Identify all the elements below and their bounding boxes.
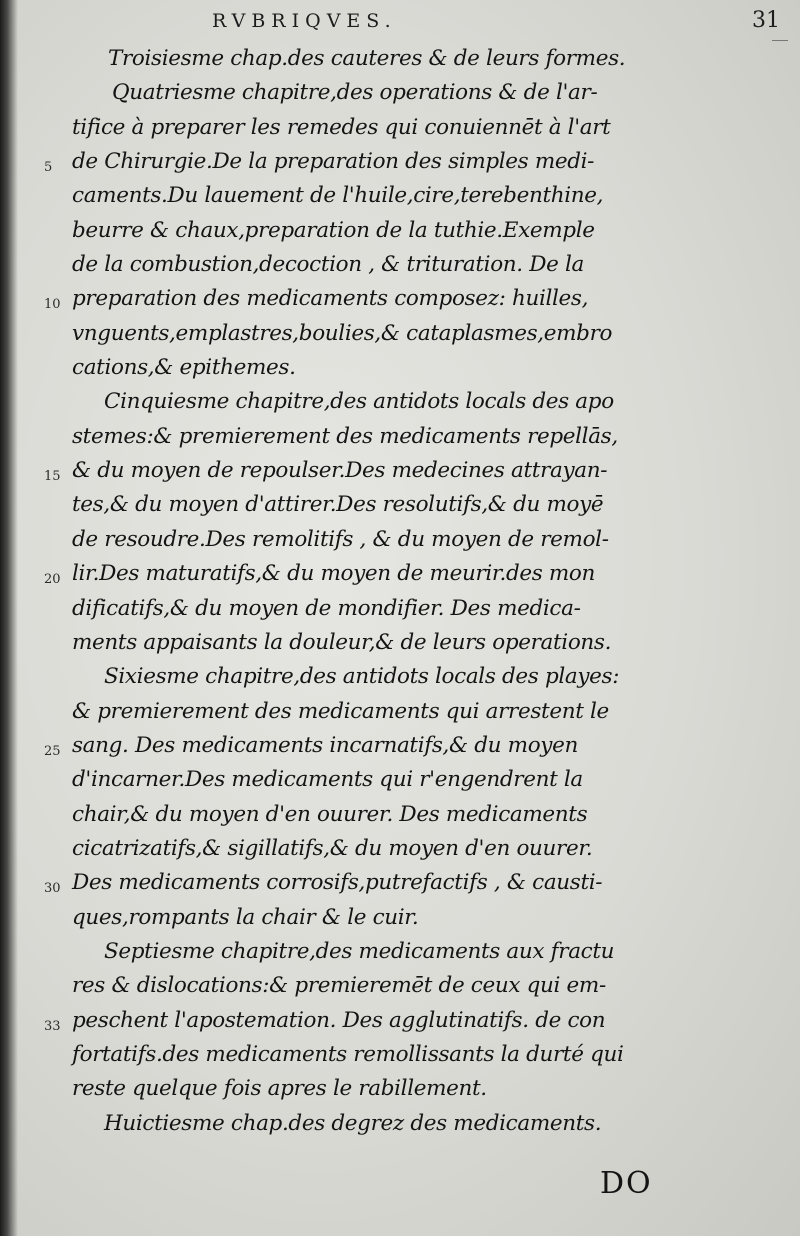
line-number: 30 — [44, 881, 61, 897]
line-text: chair,& du moyen d'en ouurer. Des medicaments — [72, 801, 588, 827]
text-line — [44, 729, 660, 763]
text-line — [60, 42, 660, 76]
margin-mark — [772, 40, 788, 41]
text-line — [60, 592, 660, 626]
line-text: ments appaisants la douleur,& de leurs operations. — [72, 629, 612, 655]
text-line — [44, 866, 660, 900]
running-head — [0, 6, 800, 34]
text-line — [60, 111, 660, 145]
line-text: & du moyen de repoulser.Des medecines attrayan- — [72, 458, 608, 484]
line-text: cicatrizatifs,& sigillatifs,& du moyen d'en ouurer. — [72, 835, 593, 861]
text-line — [60, 798, 660, 832]
line-text: ques,rompants la chair & le cuir. — [72, 904, 419, 930]
text-line — [60, 385, 660, 419]
line-text: d'incarner.Des medicaments qui r'engendrent la — [72, 767, 583, 793]
text-line — [60, 695, 660, 729]
text-line — [60, 523, 660, 557]
line-text: stemes:& premierement des medicaments repellās, — [72, 423, 618, 449]
text-line — [60, 214, 660, 248]
line-number: 15 — [44, 469, 61, 485]
text-line — [60, 1072, 660, 1106]
line-text: sang. Des medicaments incarnatifs,& du moyen — [72, 732, 578, 758]
line-text: Des medicaments corrosifs,putrefactifs , & causti- — [72, 870, 603, 896]
line-number: 20 — [44, 572, 61, 588]
line-text: fortatifs.des medicaments remollissants la durté qui — [72, 1041, 624, 1067]
page-number: 31 — [752, 8, 780, 33]
text-line — [60, 248, 660, 282]
line-number: 33 — [44, 1018, 61, 1034]
line-text: Septiesme chapitre,des medicaments aux fractu — [104, 938, 615, 964]
line-text: preparation des medicaments composez: huilles, — [72, 286, 589, 312]
running-title: RVBRIQVES. — [212, 10, 397, 32]
line-text: tes,& du moyen d'attirer.Des resolutifs,& du moyē — [72, 492, 604, 518]
text-line — [60, 1107, 660, 1141]
line-text: Huictiesme chap.des degrez des medicaments. — [104, 1110, 602, 1136]
catchword: DO — [600, 1166, 653, 1201]
text-line — [60, 969, 660, 1003]
text-line — [60, 832, 660, 866]
line-text: peschent l'apostemation. Des agglutinatifs. de con — [72, 1007, 606, 1033]
line-text: reste quelque fois apres le rabillement. — [72, 1076, 487, 1102]
line-text: de resoudre.Des remolitifs , & du moyen de remol- — [72, 526, 609, 552]
text-line — [60, 935, 660, 969]
text-line — [60, 179, 660, 213]
text-line — [60, 351, 660, 385]
text-line — [44, 282, 660, 316]
text-line — [60, 317, 660, 351]
text-line — [60, 626, 660, 660]
text-line — [60, 660, 660, 694]
text-line — [44, 557, 660, 591]
line-number: 10 — [44, 297, 61, 313]
line-text: & premierement des medicaments qui arrestent le — [72, 698, 609, 724]
text-line — [60, 420, 660, 454]
text-line — [60, 763, 660, 797]
line-text: Troisiesme chap.des cauteres & de leurs formes. — [108, 46, 626, 71]
text-line — [44, 1004, 660, 1038]
line-text: dificatifs,& du moyen de mondifier. Des medica- — [72, 595, 581, 621]
text-line — [44, 454, 660, 488]
line-text: tifice à preparer les remedes qui conuiennēt à l'art — [72, 114, 611, 140]
line-text: Quatriesme chapitre,des operations & de l'ar- — [112, 80, 598, 106]
line-text: Cinquiesme chapitre,des antidots locals des apo — [104, 389, 614, 415]
line-text: de Chirurgie.De la preparation des simples medi- — [72, 149, 595, 175]
line-text: lir.Des maturatifs,& du moyen de meurir.des mon — [72, 561, 596, 587]
text-line — [60, 488, 660, 522]
line-number: 25 — [44, 743, 61, 759]
text-block — [44, 42, 660, 1141]
text-line — [44, 145, 660, 179]
text-line — [60, 76, 660, 110]
line-text: cations,& epithemes. — [72, 355, 296, 381]
line-text: res & dislocations:& premieremēt de ceux qui em- — [72, 973, 606, 999]
line-number: 5 — [44, 160, 53, 176]
text-line — [60, 901, 660, 935]
line-text: de la combustion,decoction , & trituration. De la — [72, 252, 584, 278]
text-line — [60, 1038, 660, 1072]
line-text: beurre & chaux,preparation de la tuthie.Exemple — [72, 217, 595, 243]
line-text: Sixiesme chapitre,des antidots locals des playes: — [104, 664, 620, 690]
page-gutter-shadow — [0, 0, 18, 1236]
line-text: vnguents,emplastres,boulies,& cataplasmes,embro — [72, 320, 613, 346]
line-text: caments.Du lauement de l'huile,cire,terebenthine, — [72, 183, 604, 209]
